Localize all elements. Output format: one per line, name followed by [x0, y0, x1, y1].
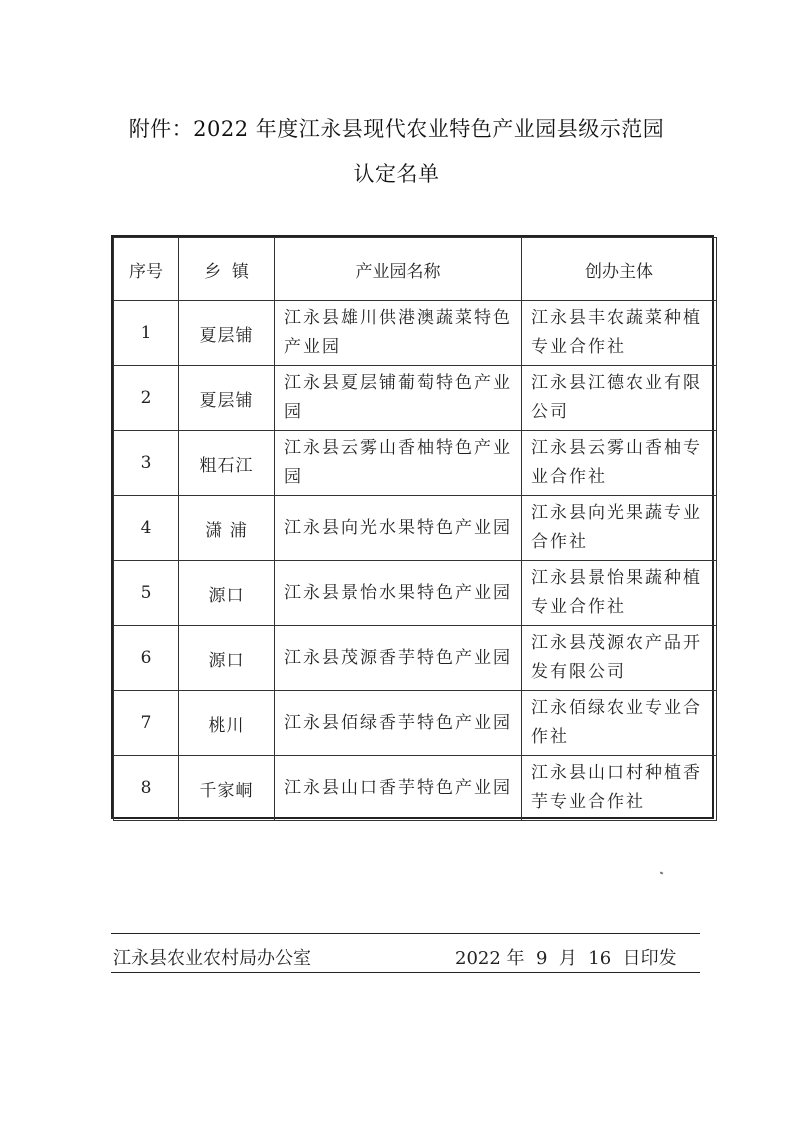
row-index: 8	[114, 756, 179, 821]
footer-issuer: 江永县农业农村局办公室	[113, 948, 311, 969]
row-town: 粗石江	[179, 431, 275, 496]
row-entity: 江永县江德农业有限公司	[522, 366, 717, 431]
row-index: 1	[114, 301, 179, 366]
footer-top-rule	[111, 933, 700, 934]
row-index: 2	[114, 366, 179, 431]
row-index: 7	[114, 691, 179, 756]
row-index: 6	[114, 626, 179, 691]
row-town: 潇 浦	[179, 496, 275, 561]
table-row	[114, 561, 717, 626]
table-header-row	[114, 238, 717, 301]
row-park-name: 江永县佰绿香芋特色产业园	[275, 691, 522, 756]
row-park-name: 江永县山口香芋特色产业园	[275, 756, 522, 821]
row-park-name: 江永县云雾山香柚特色产业园	[275, 431, 522, 496]
row-index: 3	[114, 431, 179, 496]
row-park-name: 江永县夏层铺葡萄特色产业园	[275, 366, 522, 431]
header-entity: 创办主体	[522, 238, 717, 301]
row-index: 4	[114, 496, 179, 561]
table-row	[114, 431, 717, 496]
row-town: 桃川	[179, 691, 275, 756]
row-entity: 江永县山口村种植香芋专业合作社	[522, 756, 717, 821]
row-park-name: 江永县雄川供港澳蔬菜特色产业园	[275, 301, 522, 366]
footer-bottom-rule	[111, 972, 700, 973]
document-title-line-2: 认定名单	[353, 162, 440, 186]
row-index: 5	[114, 561, 179, 626]
row-entity: 江永县丰农蔬菜种植专业合作社	[522, 301, 717, 366]
row-entity: 江永佰绿农业专业合作社	[522, 691, 717, 756]
row-town: 夏层铺	[179, 366, 275, 431]
table-row	[114, 691, 717, 756]
scan-speck	[660, 871, 664, 874]
row-entity: 江永县景怡果蔬种植专业合作社	[522, 561, 717, 626]
row-town: 千家峒	[179, 756, 275, 821]
row-park-name: 江永县向光水果特色产业园	[275, 496, 522, 561]
row-town: 源口	[179, 626, 275, 691]
row-park-name: 江永县景怡水果特色产业园	[275, 561, 522, 626]
header-index: 序号	[114, 238, 179, 301]
footer-date: 2022 年 9 月 16 日印发	[455, 948, 677, 969]
header-town: 乡 镇	[179, 238, 275, 301]
table-row	[114, 301, 717, 366]
table-row	[114, 496, 717, 561]
header-park-name: 产业园名称	[275, 238, 522, 301]
row-town: 夏层铺	[179, 301, 275, 366]
document-title-line-1: 附件：2022 年度江永县现代农业特色产业园县级示范园	[128, 117, 665, 141]
table-row	[114, 366, 717, 431]
row-town: 源口	[179, 561, 275, 626]
row-entity: 江永县云雾山香柚专业合作社	[522, 431, 717, 496]
table-row	[114, 626, 717, 691]
row-entity: 江永县茂源农产品开发有限公司	[522, 626, 717, 691]
park-list-table	[111, 235, 714, 819]
table-row	[114, 756, 717, 821]
row-entity: 江永县向光果蔬专业合作社	[522, 496, 717, 561]
row-park-name: 江永县茂源香芋特色产业园	[275, 626, 522, 691]
